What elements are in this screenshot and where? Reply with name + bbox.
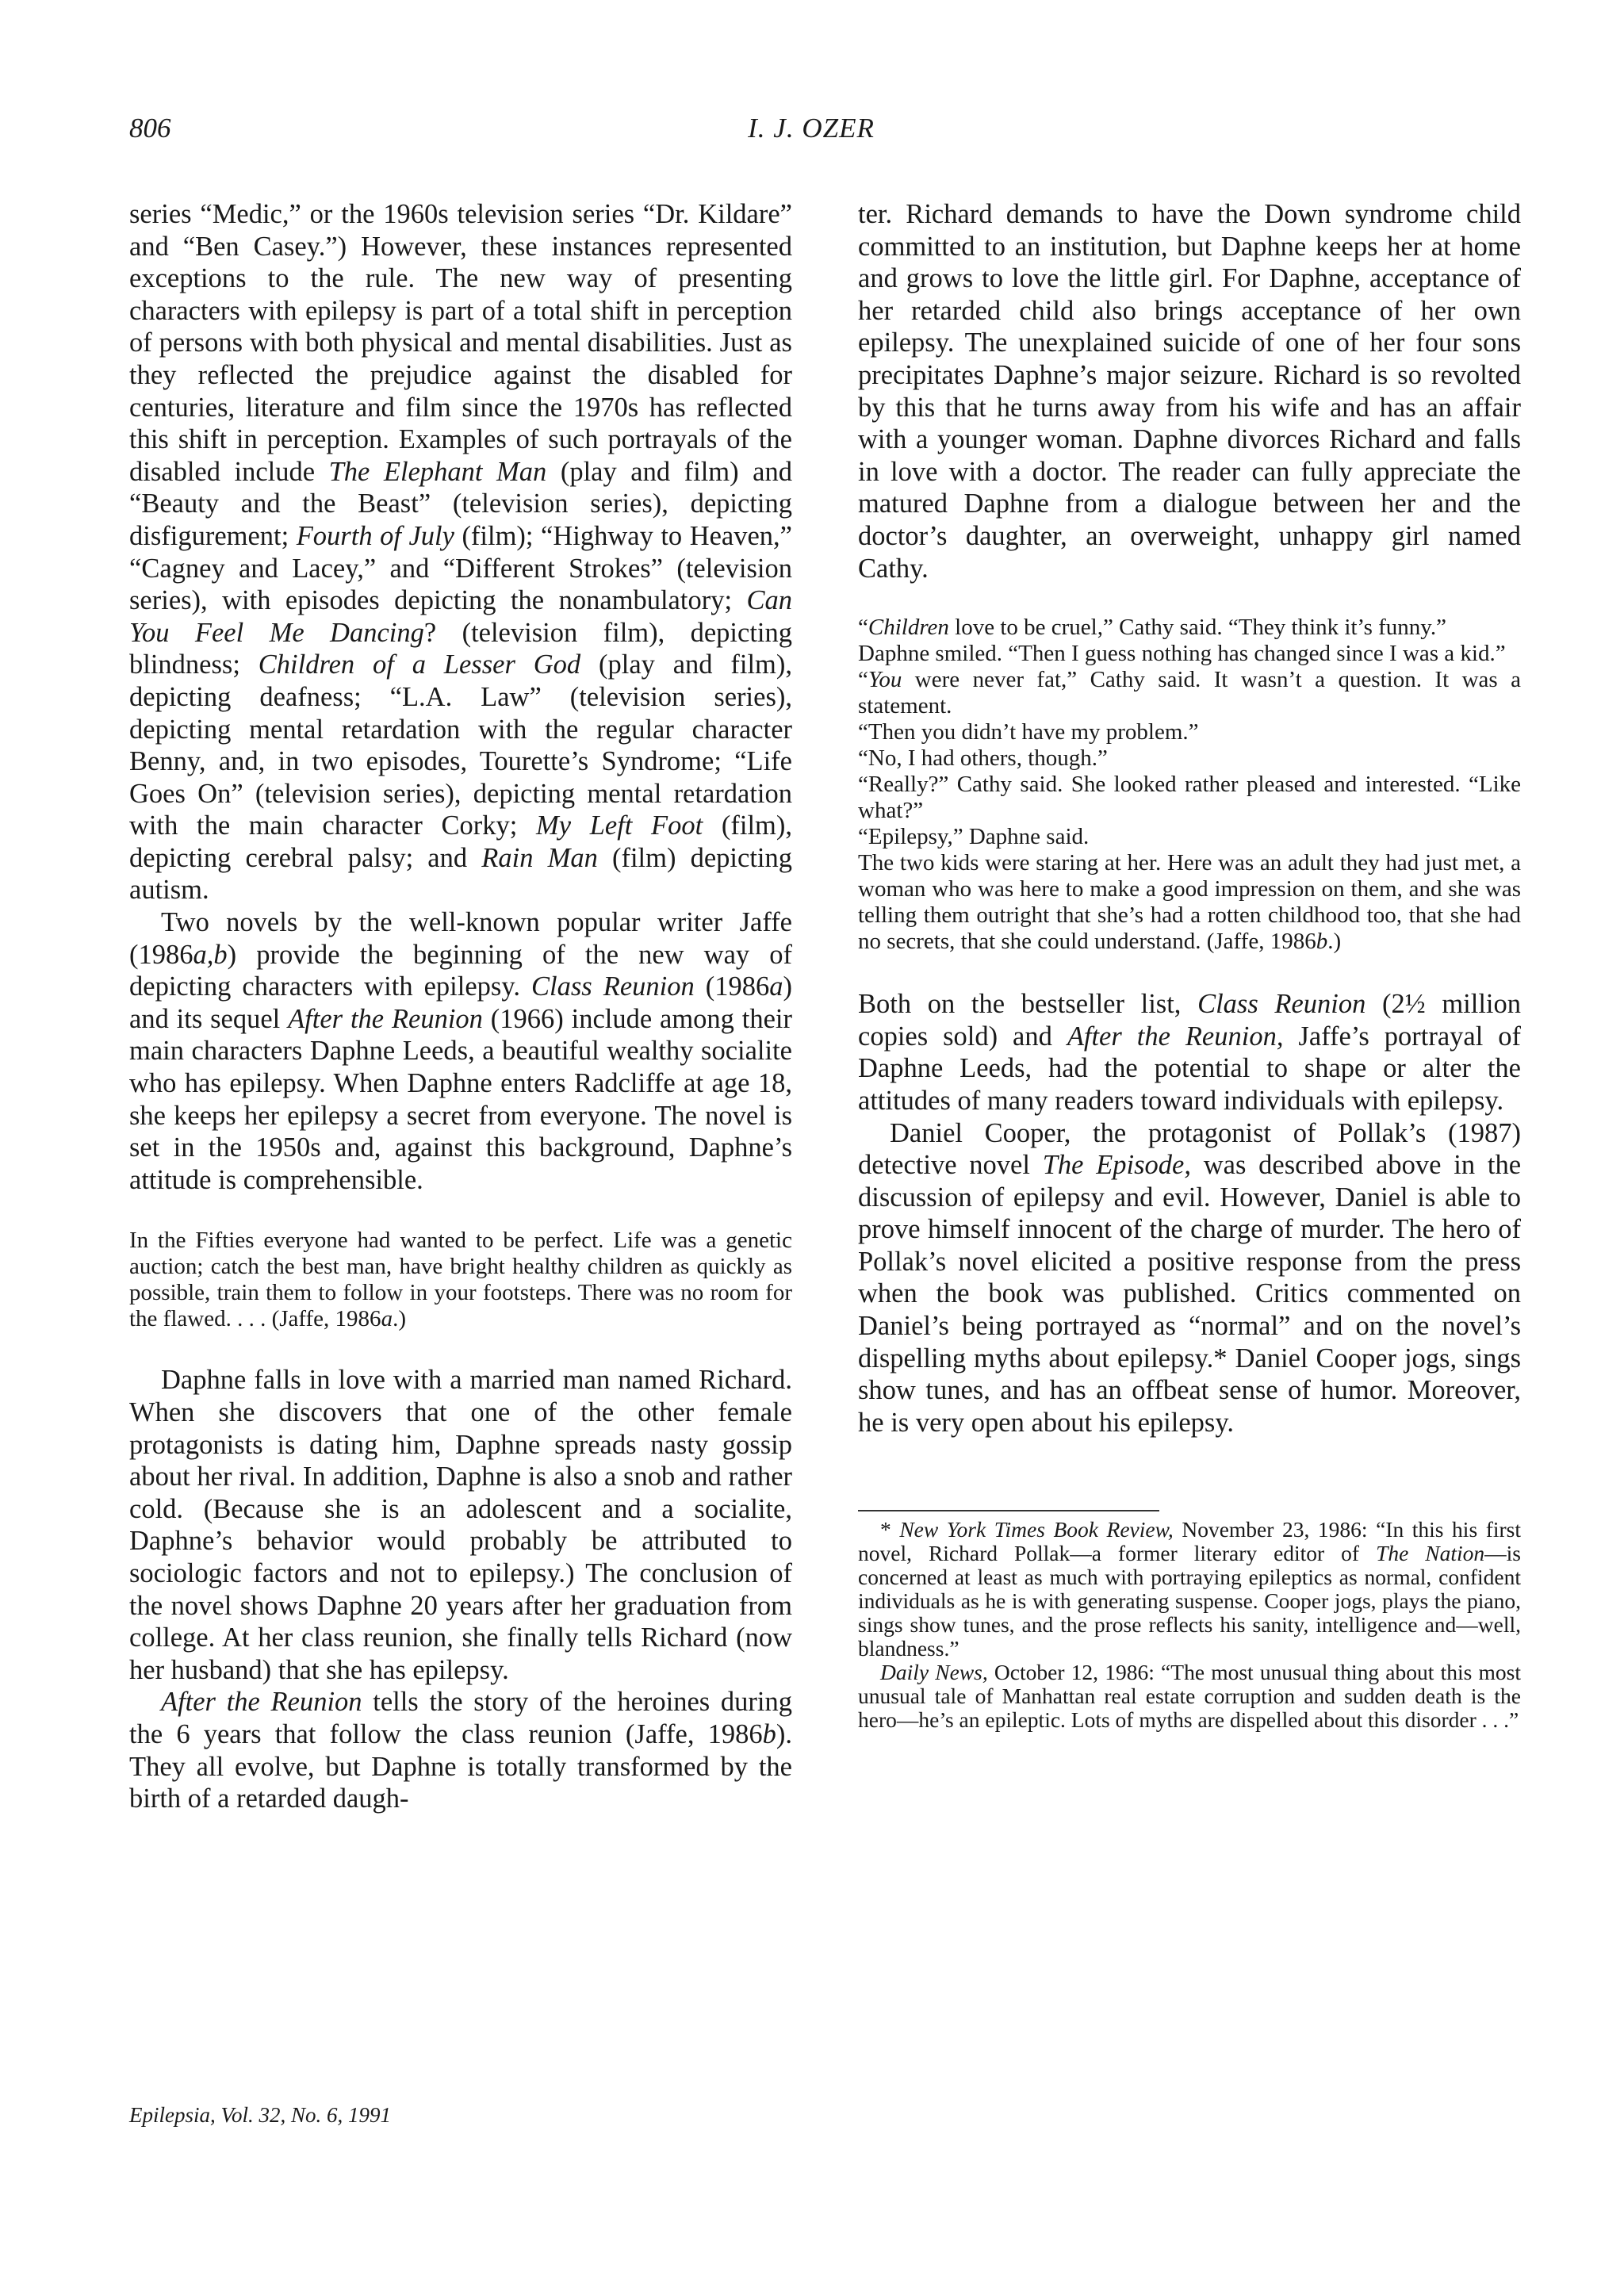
dialogue-line: Daphne smiled. “Then I guess nothing has changed since I was a kid.” [858, 641, 1506, 667]
paragraph-after-reunion: After the Reunion tells the story of the heroines during the 6 years that follow the class reunion (Jaffe, 1986b). They all evolve, but Daphne is totally transformed by the birth of a retarded daugh- [129, 1687, 792, 1814]
dialogue-line: “You were never fat,” Cathy said. It wasn’t a question. It was a statement. [858, 667, 1521, 719]
paragraph-disability-portrayals: series “Medic,” or the 1960s television series “Dr. Kildare” and “Ben Casey.”) However, these instances represented exceptions to the rule. The new way of presenting characters with epilepsy is part of a total shift in perception of persons with both physical and mental disabilities. Just as they reflected the prejudice against the disabled for centuries, literature and film since the 1970s has reflected this shift in perception. Examples of such portrayals of the disabled include The Elephant Man (play and film) and “Beauty and the Beast” (television series), depicting disfigurement; Fourth of July (film); “Highway to Heaven,” “Cagney and Lacey,” and “Different Strokes” (television series), with episodes depicting the nonambulatory; Can You Feel Me Dancing? (television film), depicting blindness; Children of a Lesser God (play and film), depicting deafness; “L.A. Law” (television series), depicting mental retardation with the regular character Benny, and, in two episodes, Tourette’s Syndrome; “Life Goes On” (television series), depicting mental retardation with the main character Corky; My Left Foot (film), depicting cerebral palsy; and Rain Man (film) depicting autism. [129, 199, 793, 906]
dialogue-line: “Then you didn’t have my problem.” [858, 719, 1199, 745]
running-head: I. J. OZER [748, 113, 875, 144]
block-quote-fifties: In the Fifties everyone had wanted to be perfect. Life was a genetic auction; catch the best man, have bright healthy children as quickly as possible, train them to follow in your footsteps. There was no room for the flawed. . . . (Jaffe, 1986a.) [129, 1228, 792, 1332]
dialogue-line: The two kids were staring at her. Here was an adult they had just met, a woman who was here to make a good impression on them, and she was telling them outright that she’s had a rotten childhood too, that she had no secrets, that she could understand. (Jaffe, 1986b.) [858, 850, 1521, 955]
dialogue-line: “Children love to be cruel,” Cathy said. “They think it’s funny.” [858, 615, 1447, 641]
paragraph-daphne-richard: Daphne falls in love with a married man named Richard. When she discovers that one of the other female protagonists is dating him, Daphne spreads nasty gossip about her rival. In addition, Daphne is also a snob and rather cold. (Because she is an adolescent and a socialite, Daphne’s behavior would probably be attributed to sociologic factors and not to epilepsy.) The conclusion of the novel shows Daphne 20 years after her graduation from college. At her class reunion, she finally tells Richard (now her husband) that she has epilepsy. [129, 1365, 792, 1685]
block-quote-dialogue [858, 615, 1521, 955]
paragraph-daughter: ter. Richard demands to have the Down syndrome child committed to an institution, but Daphne keeps her at home and grows to love the little girl. For Daphne, acceptance of her retarded child also brings acceptance of her own epilepsy. The unexplained suicide of one of her four sons precipitates Daphne’s major seizure. Richard is so revolted by this that he turns away from his wife and has an affair with a younger woman. Daphne divorces Richard and falls in love with a doctor. The reader can fully appreciate the matured Daphne from a dialogue between her and the doctor’s daughter, an overweight, unhappy girl named Cathy. [858, 199, 1521, 584]
dialogue-line: “Really?” Cathy said. She looked rather pleased and interested. “Like what?” [858, 772, 1521, 824]
page-number: 806 [129, 113, 171, 144]
footnote-divider [858, 1510, 1159, 1511]
page-header [129, 113, 1493, 152]
footnote-nyt: * New York Times Book Review, November 23, 1986: “In this his first novel, Richard Pollak—a former literary editor of The Nation—is concerned at least as much with portraying epileptics as normal, confident individuals as he is with generating suspense. Cooper jogs, plays the piano, sings show tunes, and the prose reflects his sanity, intelligence and—well, blandness.” [858, 1517, 1521, 1661]
paragraph-jaffe-novels: Two novels by the well-known popular writer Jaffe (1986a,b) provide the beginning of the new way of depicting characters with epilepsy. Class Reunion (1986a) and its sequel After the Reunion (1966) include among their main characters Daphne Leeds, a beautiful wealthy socialite who has epilepsy. When Daphne enters Radcliffe at age 18, she keeps her epilepsy a secret from everyone. The novel is set in the 1950s and, against this background, Daphne’s attitude is comprehensible. [129, 907, 792, 1195]
right-column [858, 198, 1521, 1732]
paragraph-daniel-cooper: Daniel Cooper, the protagonist of Pollak’s (1987) detective novel The Episode, was described above in the discussion of epilepsy and evil. However, Daniel is able to prove himself innocent of the charge of murder. The hero of Pollak’s novel elicited a positive response from the press when the book was published. Critics commented on Daniel’s being portrayed as “normal” and on the novel’s dispelling myths about epilepsy.* Daniel Cooper jogs, sings show tunes, and has an offbeat sense of humor. Moreover, he is very open about his epilepsy. [858, 1117, 1522, 1438]
paragraph-bestseller: Both on the bestseller list, Class Reunion (2½ million copies sold) and After the Reunion, Jaffe’s portrayal of Daphne Leeds, had the potential to shape or alter the attitudes of many readers toward individuals with epilepsy. [858, 989, 1521, 1116]
journal-footer: Epilepsia, Vol. 32, No. 6, 1991 [129, 2103, 391, 2127]
left-column [129, 198, 792, 1815]
footnote-daily-news: Daily News, October 12, 1986: “The most unusual thing about this most unusual tale of Manhattan real estate corruption and sudden death is the hero—he’s an epileptic. Lots of myths are dispelled about this disorder . . .” [858, 1660, 1521, 1733]
dialogue-line: “Epilepsy,” Daphne said. [858, 824, 1090, 850]
dialogue-line: “No, I had others, though.” [858, 745, 1108, 772]
